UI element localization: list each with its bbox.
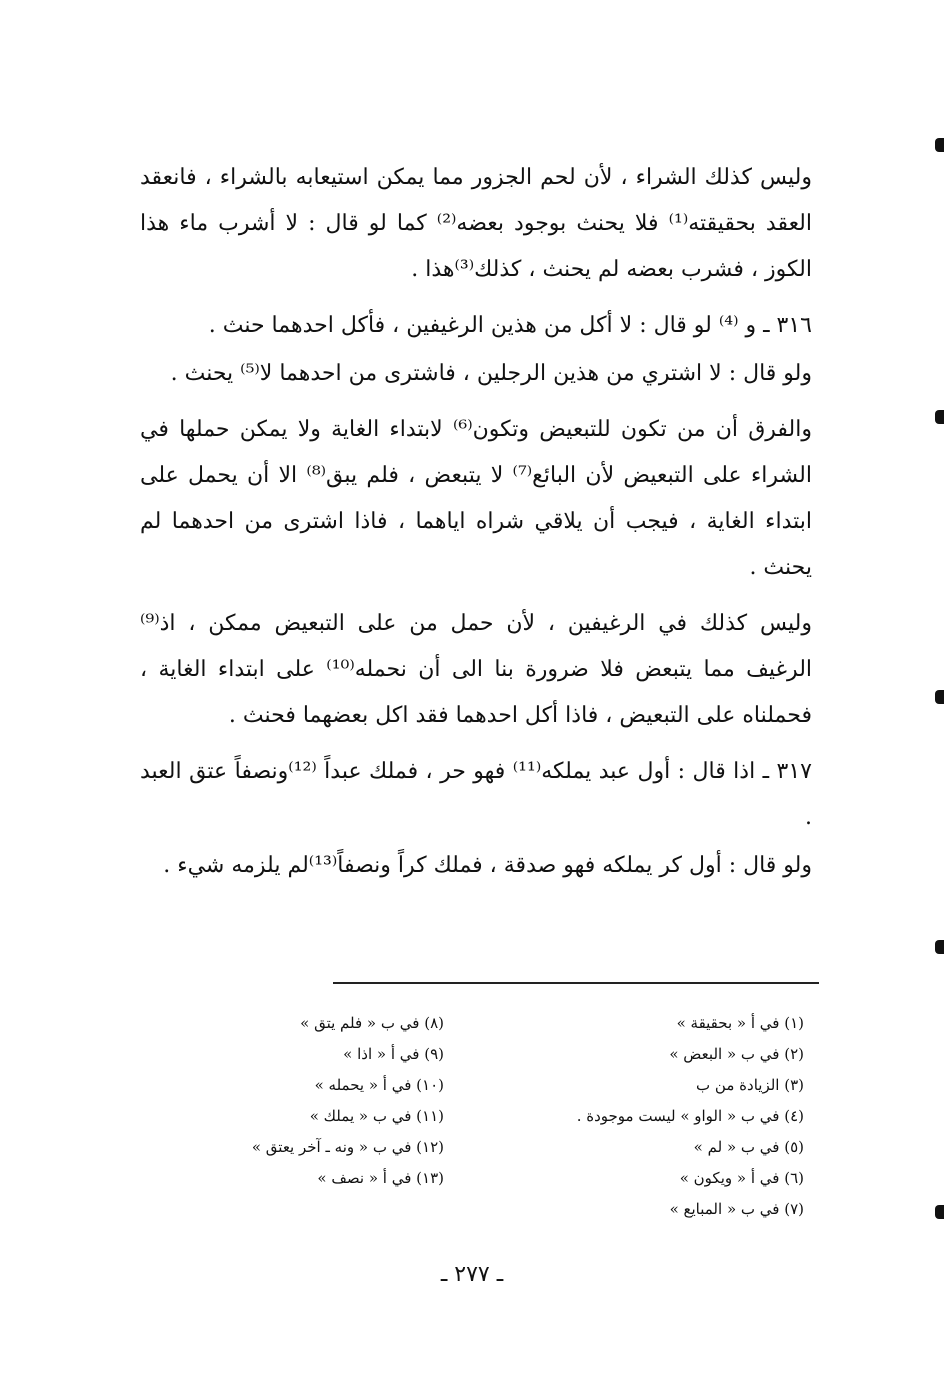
binding-mark — [935, 940, 944, 954]
footnote: (١٣) في أ « نصف » — [317, 1169, 444, 1187]
footnote: (٢) في ب « البعض » — [669, 1045, 804, 1063]
footnote-divider — [333, 982, 819, 984]
paragraph-316: ٣١٦ ـ و ⁽⁴⁾ لو قال : لا أكل من هذين الرغيفين ، فأكل احدهما حنث . — [208, 313, 812, 338]
footnote: (٧) في ب « المبايع » — [669, 1200, 804, 1218]
footnotes-right-column — [504, 1008, 804, 1225]
footnote: (٣) الزيادة من ب — [696, 1076, 804, 1094]
footnote: (١٠) في أ « يحمله » — [314, 1076, 444, 1094]
footnote: (١٢) في ب « ونه ـ آخر يعتق » — [251, 1138, 444, 1156]
paragraph: وليس كذلك الشراء ، لأن لحم الجزور مما يمكن استيعابه بالشراء ، فانعقد العقد بحقيقته⁽¹⁾ فلا يحنث بوجود بعضه⁽²⁾ كما لو قال : لا أشرب ماء هذا الكوز ، فشرب بعضه لم يحنث ، كذلك⁽³⁾هذا . — [140, 165, 812, 282]
binding-mark — [935, 1205, 944, 1219]
footnotes-left-column — [184, 1008, 444, 1194]
footnote: (٥) في ب « لم » — [693, 1138, 804, 1156]
footnote: (٤) في ب « الواو » ليست موجودة . — [576, 1107, 804, 1125]
footnote: (٩) في أ « اذا » — [343, 1045, 444, 1063]
footnote: (٦) في أ « ويكون » — [679, 1169, 804, 1187]
binding-mark — [935, 138, 944, 152]
main-text — [140, 155, 812, 899]
paragraph-317: ٣١٧ ـ اذا قال : أول عبد يملكه⁽¹¹⁾ فهو حر ، فملك عبداً ⁽¹²⁾ونصفاً عتق العبد . — [140, 759, 812, 830]
footnote: (١١) في ب « يملك » — [309, 1107, 444, 1125]
paragraph: والفرق أن من تكون للتبعيض وتكون⁽⁶⁾ لابتداء الغاية ولا يمكن حملها في الشراء على التبعيض لأن البائع⁽⁷⁾ لا يتبعض ، فلم يبق⁽⁸⁾ الا أن يحمل على ابتداء الغاية ، فيجب أن يلاقي شراه اياهما ، فاذا اشترى من احدهما لم يحنث . — [140, 417, 812, 580]
paragraph: وليس كذلك في الرغيفين ، لأن حمل من على التبعيض ممكن ، اذ⁽⁹⁾ الرغيف مما يتبعض فلا ضرورة بنا الى أن نحمله⁽¹⁰⁾ على ابتداء الغاية ، فحملناه على التبعيض ، فاذا أكل احدهما فقد اكل بعضهما فحنث . — [140, 611, 813, 728]
footnote: (١) في أ « بحقيقة » — [676, 1014, 804, 1032]
footnote: (٨) في ب « فلم يتق » — [300, 1014, 444, 1032]
paragraph: ولو قال : أول كر يملكه فهو صدقة ، فملك كراً ونصفاً⁽¹³⁾لم يلزمه شيء . — [163, 853, 812, 878]
binding-mark — [935, 690, 944, 704]
binding-mark — [935, 410, 944, 424]
page-number: ـ ٢٧٧ ـ — [440, 1262, 504, 1287]
paragraph: ولو قال : لا اشتري من هذين الرجلين ، فاشترى من احدهما لا⁽⁵⁾ يحنث . — [170, 361, 812, 386]
